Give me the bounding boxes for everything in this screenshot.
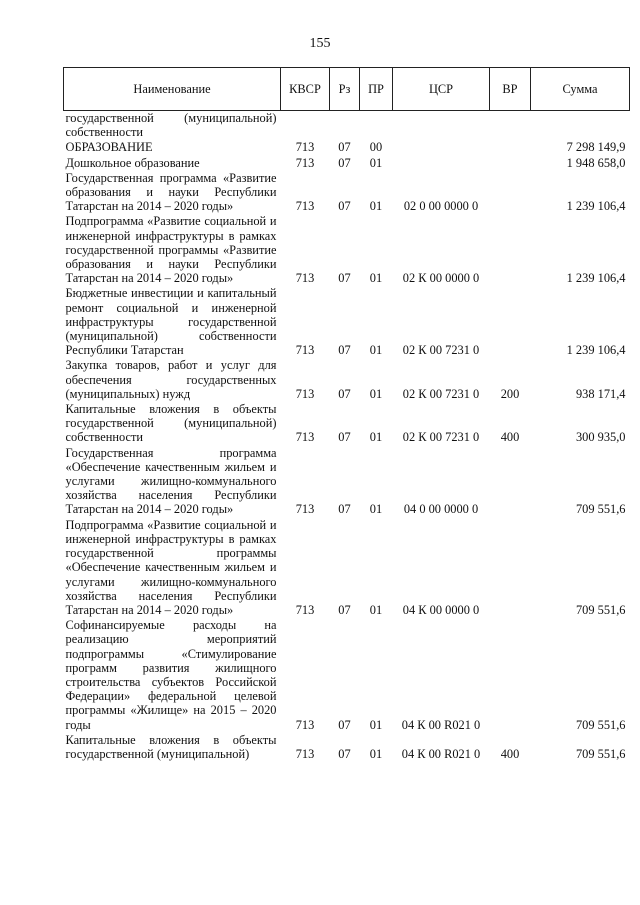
table-row — [64, 358, 630, 402]
page-number: 155 — [309, 36, 331, 51]
table-row — [64, 518, 630, 618]
row-sum: 938 171,4 — [575, 386, 626, 401]
row-sum: 7 298 149,9 — [566, 140, 626, 155]
row-sum: 709 551,6 — [575, 746, 626, 761]
row-csr: 04 К 00 R021 0 — [401, 717, 481, 732]
row-name: ОБРАЗОВАНИЕ — [65, 140, 153, 155]
row-pr: 01 — [369, 199, 383, 214]
row-sum: 709 551,6 — [575, 602, 626, 617]
row-kvsr: 713 — [295, 430, 315, 445]
row-csr: 02 К 00 7231 0 — [402, 430, 480, 445]
row-kvsr: 713 — [295, 155, 315, 170]
row-name: Капитальные вложения в объекты государственной (муниципальной) — [65, 732, 277, 761]
header-vr: ВР — [490, 68, 531, 111]
row-kvsr — [281, 111, 330, 141]
row-pr — [360, 111, 393, 141]
row-rz: 07 — [338, 271, 351, 286]
row-pr: 01 — [369, 271, 383, 286]
row-vr — [490, 156, 531, 171]
row-vr: 400 — [500, 430, 520, 445]
row-csr: 02 К 00 7231 0 — [402, 386, 480, 401]
row-rz: 07 — [338, 502, 351, 517]
row-rz: 07 — [338, 155, 351, 170]
row-pr: 00 — [369, 140, 383, 155]
row-vr — [490, 111, 531, 141]
table-row — [64, 446, 630, 518]
row-pr: 01 — [369, 343, 383, 358]
table-row — [64, 171, 630, 215]
row-kvsr: 713 — [295, 746, 315, 761]
table-row — [64, 156, 630, 171]
row-kvsr: 713 — [295, 502, 315, 517]
row-rz: 07 — [338, 430, 351, 445]
row-name: Подпрограмма «Развитие социальной и инженерной инфраструктуры в рамках государственной программы «Развитие образования и науки Республики Татарстан на 2014 – 2020 годы» — [65, 214, 277, 286]
row-sum: 1 239 106,4 — [566, 343, 626, 358]
row-pr: 01 — [369, 502, 383, 517]
row-vr: 400 — [500, 746, 520, 761]
row-name: Софинансируемые расходы на реализацию мероприятий подпрограммы «Стимулирование программ развития жилищного строительства субъектов Российской Федерации» федеральной целевой программы «Жилище» на 2015 – 2020 годы — [65, 618, 277, 732]
row-name: Государственная программа «Развитие образования и науки Республики Татарстан на 2014 – 2020 годы» — [65, 170, 277, 214]
row-rz: 07 — [338, 140, 351, 155]
row-sum: 709 551,6 — [575, 717, 626, 732]
table-row — [64, 618, 630, 733]
table-body — [64, 111, 630, 763]
header-name: Наименование — [64, 68, 281, 111]
table-row — [64, 286, 630, 358]
row-csr: 04 К 00 0000 0 — [402, 602, 480, 617]
row-csr: 02 К 00 7231 0 — [402, 343, 480, 358]
row-name: Дошкольное образование — [65, 155, 200, 170]
row-pr: 01 — [369, 717, 383, 732]
row-vr: 200 — [500, 386, 520, 401]
row-csr — [393, 140, 490, 155]
row-name: Бюджетные инвестиции и капитальный ремонт социальной и инженерной инфраструктуры государственной (муниципальной) собственности Республики Татарстан — [65, 286, 277, 358]
row-kvsr: 713 — [295, 717, 315, 732]
budget-table — [63, 67, 630, 762]
header-kvsr: КВСР — [281, 68, 330, 111]
row-sum: 300 935,0 — [575, 430, 626, 445]
row-kvsr: 713 — [295, 199, 315, 214]
header-csr: ЦСР — [393, 68, 490, 111]
row-name: Капитальные вложения в объекты государственной (муниципальной) собственности — [65, 402, 277, 445]
header-sum: Сумма — [531, 68, 630, 111]
row-csr — [393, 111, 490, 141]
row-pr: 01 — [369, 746, 383, 761]
row-rz — [330, 111, 360, 141]
row-vr — [490, 214, 531, 286]
table-row — [64, 214, 630, 286]
row-sum: 1 239 106,4 — [566, 271, 626, 286]
row-rz: 07 — [338, 602, 351, 617]
row-sum: 709 551,6 — [575, 502, 626, 517]
row-csr: 04 0 00 0000 0 — [403, 502, 479, 517]
table-row — [64, 733, 630, 762]
row-name: Государственная программа «Обеспечение качественным жильем и услугами жилищно-коммунального хозяйства населения Республики Татарстан на 2014 – 2020 годы» — [65, 445, 277, 517]
row-rz: 07 — [338, 199, 351, 214]
row-csr: 02 К 00 0000 0 — [402, 271, 480, 286]
row-sum: 1 948 658,0 — [566, 155, 626, 170]
row-vr — [490, 140, 531, 155]
row-rz: 07 — [338, 343, 351, 358]
row-kvsr: 713 — [295, 343, 315, 358]
row-vr — [490, 286, 531, 358]
table-header — [64, 68, 630, 111]
row-name: Подпрограмма «Развитие социальной и инженерной инфраструктуры в рамках государственной программы «Обеспечение качественным жильем и услугами жилищно-коммунального хозяйства населения Республики Татарстан на 2014 – 2020 годы» — [65, 517, 277, 617]
row-rz: 07 — [338, 717, 351, 732]
row-name: государственной (муниципальной) собственности — [65, 111, 277, 140]
header-pr: ПР — [360, 68, 393, 111]
row-pr: 01 — [369, 155, 383, 170]
header-rz: Рз — [330, 68, 360, 111]
row-csr: 02 0 00 0000 0 — [403, 199, 479, 214]
row-pr: 01 — [369, 386, 383, 401]
row-kvsr: 713 — [295, 602, 315, 617]
row-pr: 01 — [369, 602, 383, 617]
row-vr — [490, 446, 531, 518]
row-rz: 07 — [338, 746, 351, 761]
row-name: Закупка товаров, работ и услуг для обеспечения государственных (муниципальных) нужд — [65, 358, 277, 401]
row-csr: 04 К 00 R021 0 — [401, 746, 481, 761]
table-row — [64, 140, 630, 155]
row-sum — [531, 111, 630, 141]
row-pr: 01 — [369, 430, 383, 445]
row-csr — [393, 156, 490, 171]
row-rz: 07 — [338, 386, 351, 401]
row-kvsr: 713 — [295, 140, 315, 155]
row-kvsr: 713 — [295, 271, 315, 286]
row-sum: 1 239 106,4 — [566, 199, 626, 214]
table-row — [64, 402, 630, 446]
row-vr — [490, 171, 531, 215]
table-row — [64, 111, 630, 141]
row-vr — [490, 518, 531, 618]
row-vr — [490, 618, 531, 733]
row-kvsr: 713 — [295, 386, 315, 401]
